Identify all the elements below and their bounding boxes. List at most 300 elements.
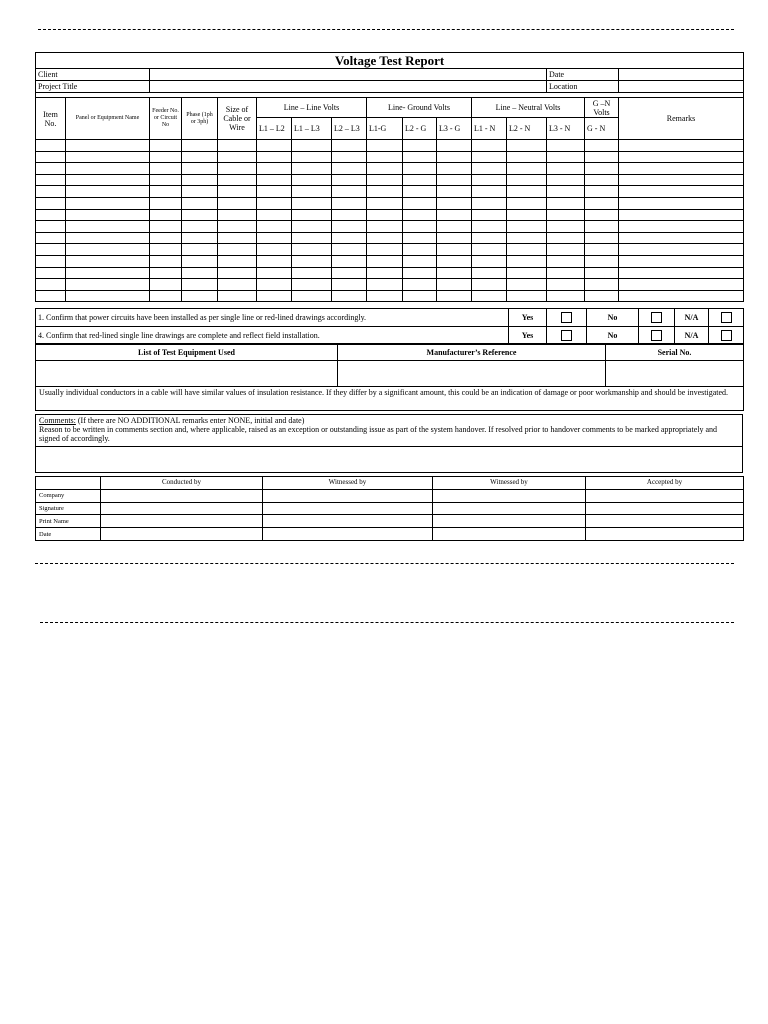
table-cell[interactable] — [585, 244, 619, 256]
table-cell[interactable] — [182, 209, 218, 221]
table-cell[interactable] — [182, 255, 218, 267]
table-cell[interactable] — [150, 209, 182, 221]
table-cell[interactable] — [472, 140, 507, 152]
table-cell[interactable] — [36, 267, 66, 279]
col-l1-n: L1 - N — [472, 118, 507, 140]
table-cell[interactable] — [547, 232, 585, 244]
table-cell[interactable] — [292, 232, 332, 244]
signoff-field[interactable] — [433, 502, 586, 515]
table-cell[interactable] — [507, 244, 547, 256]
table-cell[interactable] — [150, 140, 182, 152]
table-cell[interactable] — [547, 267, 585, 279]
table-cell[interactable] — [437, 209, 472, 221]
table-cell[interactable] — [403, 221, 437, 233]
table-cell[interactable] — [619, 151, 744, 163]
table-cell[interactable] — [182, 174, 218, 186]
table-cell[interactable] — [332, 221, 367, 233]
signoff-field[interactable] — [586, 502, 744, 515]
table-cell[interactable] — [507, 279, 547, 291]
date-field[interactable] — [619, 69, 744, 81]
table-cell[interactable] — [437, 290, 472, 302]
na-checkbox[interactable] — [721, 312, 732, 323]
table-cell[interactable] — [332, 140, 367, 152]
table-cell[interactable] — [150, 232, 182, 244]
table-cell[interactable] — [547, 244, 585, 256]
table-cell[interactable] — [36, 163, 66, 175]
table-cell[interactable] — [437, 279, 472, 291]
witnessed-by-header: Witnessed by — [263, 477, 433, 490]
table-cell[interactable] — [182, 267, 218, 279]
table-cell[interactable] — [507, 209, 547, 221]
table-cell[interactable] — [218, 197, 257, 209]
table-cell[interactable] — [472, 151, 507, 163]
yes-checkbox[interactable] — [561, 330, 572, 341]
table-cell[interactable] — [66, 140, 150, 152]
table-cell[interactable] — [292, 255, 332, 267]
table-cell[interactable] — [257, 174, 292, 186]
table-cell[interactable] — [150, 197, 182, 209]
comments-table — [35, 414, 743, 473]
col-l3-g: L3 - G — [437, 118, 472, 140]
na-label: N/A — [675, 309, 709, 327]
equipment-table — [35, 343, 744, 411]
table-cell[interactable] — [367, 267, 403, 279]
table-cell[interactable] — [150, 221, 182, 233]
table-cell[interactable] — [437, 140, 472, 152]
table-cell[interactable] — [367, 140, 403, 152]
confirmation-row — [36, 309, 744, 327]
table-cell[interactable] — [257, 163, 292, 175]
table-cell[interactable] — [36, 174, 66, 186]
table-cell[interactable] — [292, 290, 332, 302]
table-cell[interactable] — [66, 279, 150, 291]
table-cell[interactable] — [403, 255, 437, 267]
table-row — [36, 279, 744, 291]
voltage-test-table — [35, 52, 744, 302]
table-cell[interactable] — [367, 221, 403, 233]
no-checkbox[interactable] — [651, 312, 662, 323]
table-cell[interactable] — [257, 244, 292, 256]
table-cell[interactable] — [403, 232, 437, 244]
table-cell[interactable] — [437, 232, 472, 244]
table-cell[interactable] — [332, 244, 367, 256]
table-cell[interactable] — [332, 174, 367, 186]
table-cell[interactable] — [36, 279, 66, 291]
table-cell[interactable] — [182, 290, 218, 302]
table-cell[interactable] — [257, 279, 292, 291]
table-cell[interactable] — [472, 255, 507, 267]
table-cell[interactable] — [36, 209, 66, 221]
table-cell[interactable] — [547, 290, 585, 302]
table-cell[interactable] — [367, 209, 403, 221]
table-cell[interactable] — [403, 140, 437, 152]
col-l1-g: L1-G — [367, 118, 403, 140]
table-cell[interactable] — [150, 186, 182, 198]
signoff-field[interactable] — [433, 489, 586, 502]
confirmation-text: 1. Confirm that power circuits have been installed as per single line or red-lined drawings accordingly. — [36, 309, 509, 327]
table-cell[interactable] — [292, 267, 332, 279]
table-cell[interactable] — [36, 151, 66, 163]
table-cell[interactable] — [585, 151, 619, 163]
table-cell[interactable] — [403, 197, 437, 209]
table-row — [36, 140, 744, 152]
table-cell[interactable] — [507, 140, 547, 152]
confirmation-table — [35, 308, 744, 345]
signoff-field[interactable] — [586, 489, 744, 502]
no-label: No — [587, 327, 639, 345]
table-cell[interactable] — [619, 290, 744, 302]
table-cell[interactable] — [66, 163, 150, 175]
table-cell[interactable] — [472, 209, 507, 221]
table-row — [36, 255, 744, 267]
table-cell[interactable] — [332, 163, 367, 175]
table-cell[interactable] — [66, 197, 150, 209]
table-cell[interactable] — [367, 186, 403, 198]
table-cell[interactable] — [292, 197, 332, 209]
table-cell[interactable] — [547, 255, 585, 267]
table-cell[interactable] — [150, 255, 182, 267]
table-cell[interactable] — [182, 221, 218, 233]
table-cell[interactable] — [257, 140, 292, 152]
signoff-field[interactable] — [263, 489, 433, 502]
table-cell[interactable] — [292, 163, 332, 175]
col-l2-g: L2 - G — [403, 118, 437, 140]
table-cell[interactable] — [437, 244, 472, 256]
table-cell[interactable] — [619, 221, 744, 233]
table-cell[interactable] — [472, 174, 507, 186]
signoff-field[interactable] — [101, 489, 263, 502]
project-title-field[interactable] — [150, 81, 547, 93]
table-cell[interactable] — [218, 290, 257, 302]
table-cell[interactable] — [367, 279, 403, 291]
table-cell[interactable] — [507, 232, 547, 244]
table-cell[interactable] — [150, 151, 182, 163]
table-cell[interactable] — [36, 232, 66, 244]
table-cell[interactable] — [182, 151, 218, 163]
table-cell[interactable] — [403, 186, 437, 198]
table-cell[interactable] — [182, 279, 218, 291]
yes-checkbox[interactable] — [561, 312, 572, 323]
table-cell[interactable] — [403, 290, 437, 302]
table-cell[interactable] — [585, 232, 619, 244]
table-cell[interactable] — [150, 290, 182, 302]
na-label: N/A — [675, 327, 709, 345]
table-cell[interactable] — [36, 221, 66, 233]
col-panel-name: Panel or Equipment Name — [66, 98, 150, 140]
table-cell[interactable] — [507, 197, 547, 209]
table-cell[interactable] — [36, 244, 66, 256]
serial-no-header: Serial No. — [606, 344, 744, 361]
table-cell[interactable] — [367, 151, 403, 163]
no-checkbox[interactable] — [651, 330, 662, 341]
table-cell[interactable] — [472, 197, 507, 209]
table-cell[interactable] — [218, 186, 257, 198]
table-cell[interactable] — [585, 140, 619, 152]
table-cell[interactable] — [218, 221, 257, 233]
table-cell[interactable] — [367, 163, 403, 175]
table-cell[interactable] — [619, 244, 744, 256]
table-cell[interactable] — [585, 174, 619, 186]
table-cell[interactable] — [619, 174, 744, 186]
table-cell[interactable] — [472, 163, 507, 175]
table-cell[interactable] — [367, 174, 403, 186]
table-cell[interactable] — [66, 151, 150, 163]
table-cell[interactable] — [403, 174, 437, 186]
col-item-no: Item No. — [36, 98, 66, 140]
table-row — [36, 244, 744, 256]
table-cell[interactable] — [257, 151, 292, 163]
table-cell[interactable] — [292, 151, 332, 163]
table-cell[interactable] — [182, 186, 218, 198]
data-rows — [36, 140, 744, 302]
table-cell[interactable] — [585, 209, 619, 221]
table-cell[interactable] — [403, 163, 437, 175]
table-cell[interactable] — [507, 174, 547, 186]
col-l2-l3: L2 – L3 — [332, 118, 367, 140]
col-line-ground-volts: Line- Ground Volts — [367, 98, 472, 118]
table-cell[interactable] — [332, 290, 367, 302]
table-cell[interactable] — [218, 267, 257, 279]
table-row — [36, 232, 744, 244]
comments-body: Reason to be written in comments section and, where applicable, raised as an exception or outstanding issue as part of the system handover. If resolved prior to handover comments to be marked appropriately and signed of accordingly. — [39, 425, 718, 443]
table-cell[interactable] — [437, 267, 472, 279]
table-cell[interactable] — [547, 163, 585, 175]
table-cell[interactable] — [292, 140, 332, 152]
table-cell[interactable] — [257, 255, 292, 267]
table-cell[interactable] — [619, 186, 744, 198]
table-cell[interactable] — [257, 186, 292, 198]
serial-no-field[interactable] — [606, 361, 744, 387]
table-cell[interactable] — [507, 290, 547, 302]
table-cell[interactable] — [472, 267, 507, 279]
table-cell[interactable] — [66, 290, 150, 302]
table-cell[interactable] — [437, 163, 472, 175]
table-cell[interactable] — [619, 279, 744, 291]
table-cell[interactable] — [332, 279, 367, 291]
table-cell[interactable] — [437, 174, 472, 186]
table-cell[interactable] — [332, 255, 367, 267]
col-l1-l2: L1 – L2 — [257, 118, 292, 140]
table-cell[interactable] — [619, 140, 744, 152]
table-cell[interactable] — [472, 244, 507, 256]
table-cell[interactable] — [367, 255, 403, 267]
table-cell[interactable] — [547, 151, 585, 163]
table-cell[interactable] — [66, 267, 150, 279]
table-cell[interactable] — [66, 209, 150, 221]
table-cell[interactable] — [150, 244, 182, 256]
table-cell[interactable] — [36, 197, 66, 209]
table-cell[interactable] — [585, 290, 619, 302]
table-cell[interactable] — [403, 209, 437, 221]
table-cell[interactable] — [437, 221, 472, 233]
table-cell[interactable] — [403, 267, 437, 279]
table-cell[interactable] — [547, 197, 585, 209]
signoff-field[interactable] — [101, 502, 263, 515]
signoff-table — [35, 476, 744, 541]
equipment-list-field[interactable] — [36, 361, 338, 387]
table-cell[interactable] — [367, 244, 403, 256]
table-cell[interactable] — [66, 174, 150, 186]
table-cell[interactable] — [403, 279, 437, 291]
comments-instructions — [36, 415, 743, 447]
no-label: No — [587, 309, 639, 327]
location-label: Location — [547, 81, 619, 93]
signoff-field[interactable] — [101, 528, 263, 541]
table-cell[interactable] — [437, 151, 472, 163]
table-cell[interactable] — [332, 232, 367, 244]
table-cell[interactable] — [507, 267, 547, 279]
table-row — [36, 290, 744, 302]
signoff-field[interactable] — [586, 528, 744, 541]
table-cell[interactable] — [507, 151, 547, 163]
manufacturer-reference-field[interactable] — [338, 361, 606, 387]
table-cell[interactable] — [437, 255, 472, 267]
table-cell[interactable] — [218, 255, 257, 267]
table-cell[interactable] — [66, 221, 150, 233]
table-cell[interactable] — [547, 209, 585, 221]
table-cell[interactable] — [332, 209, 367, 221]
comments-label: Comments: — [39, 416, 76, 425]
table-cell[interactable] — [619, 209, 744, 221]
table-cell[interactable] — [472, 290, 507, 302]
table-cell[interactable] — [292, 174, 332, 186]
table-cell[interactable] — [403, 244, 437, 256]
table-cell[interactable] — [332, 197, 367, 209]
table-cell[interactable] — [292, 279, 332, 291]
table-cell[interactable] — [472, 232, 507, 244]
witnessed-by-header: Witnessed by — [433, 477, 586, 490]
table-cell[interactable] — [437, 197, 472, 209]
table-cell[interactable] — [585, 255, 619, 267]
table-cell[interactable] — [36, 255, 66, 267]
col-line-neutral-volts: Line – Neutral Volts — [472, 98, 585, 118]
table-cell[interactable] — [218, 140, 257, 152]
table-cell[interactable] — [507, 255, 547, 267]
table-cell[interactable] — [585, 279, 619, 291]
table-cell[interactable] — [150, 163, 182, 175]
table-cell[interactable] — [585, 197, 619, 209]
table-cell[interactable] — [182, 197, 218, 209]
table-cell[interactable] — [66, 186, 150, 198]
signoff-field[interactable] — [263, 515, 433, 528]
table-cell[interactable] — [472, 186, 507, 198]
table-cell[interactable] — [218, 244, 257, 256]
table-cell[interactable] — [585, 163, 619, 175]
table-cell[interactable] — [66, 255, 150, 267]
table-cell[interactable] — [36, 290, 66, 302]
table-cell[interactable] — [292, 209, 332, 221]
client-label: Client — [36, 69, 150, 81]
table-cell[interactable] — [257, 290, 292, 302]
table-cell[interactable] — [182, 140, 218, 152]
table-cell[interactable] — [257, 197, 292, 209]
table-cell[interactable] — [403, 151, 437, 163]
signoff-field[interactable] — [263, 528, 433, 541]
confirmation-text: 4. Confirm that red-lined single line drawings are complete and reflect field installation. — [36, 327, 509, 345]
table-cell[interactable] — [257, 232, 292, 244]
table-cell[interactable] — [547, 186, 585, 198]
table-cell[interactable] — [507, 221, 547, 233]
table-cell[interactable] — [619, 255, 744, 267]
signoff-field[interactable] — [263, 502, 433, 515]
table-cell[interactable] — [547, 140, 585, 152]
table-cell[interactable] — [585, 267, 619, 279]
table-cell[interactable] — [66, 232, 150, 244]
report-title: Voltage Test Report — [36, 53, 744, 69]
table-cell[interactable] — [36, 186, 66, 198]
accepted-by-header: Accepted by — [586, 477, 744, 490]
table-cell[interactable] — [619, 163, 744, 175]
middle-separator — [35, 563, 734, 564]
client-field[interactable] — [150, 69, 547, 81]
table-cell[interactable] — [292, 221, 332, 233]
table-cell[interactable] — [367, 290, 403, 302]
table-cell[interactable] — [150, 174, 182, 186]
table-cell[interactable] — [182, 163, 218, 175]
table-cell[interactable] — [547, 174, 585, 186]
table-cell[interactable] — [292, 244, 332, 256]
table-cell[interactable] — [218, 209, 257, 221]
table-cell[interactable] — [218, 279, 257, 291]
table-cell[interactable] — [619, 267, 744, 279]
table-cell[interactable] — [472, 221, 507, 233]
table-cell[interactable] — [218, 174, 257, 186]
table-cell[interactable] — [182, 244, 218, 256]
signoff-field[interactable] — [586, 515, 744, 528]
table-cell[interactable] — [619, 197, 744, 209]
table-cell[interactable] — [437, 186, 472, 198]
table-cell[interactable] — [367, 232, 403, 244]
date-label: Date — [36, 528, 101, 541]
table-cell[interactable] — [257, 209, 292, 221]
table-cell[interactable] — [257, 267, 292, 279]
signoff-field[interactable] — [433, 515, 586, 528]
table-cell[interactable] — [472, 279, 507, 291]
insulation-note: Usually individual conductors in a cable will have similar values of insulation resistance. If they differ by a significant amount, this could be an indication of damage or poor workmanship and should be investigated. — [36, 387, 744, 411]
table-cell[interactable] — [585, 221, 619, 233]
table-cell[interactable] — [218, 232, 257, 244]
table-cell[interactable] — [257, 221, 292, 233]
table-cell[interactable] — [367, 197, 403, 209]
table-cell[interactable] — [218, 163, 257, 175]
signoff-field[interactable] — [433, 528, 586, 541]
table-cell[interactable] — [66, 244, 150, 256]
table-cell[interactable] — [619, 232, 744, 244]
table-cell[interactable] — [332, 186, 367, 198]
table-row — [36, 174, 744, 186]
table-cell[interactable] — [547, 221, 585, 233]
na-checkbox[interactable] — [721, 330, 732, 341]
table-cell[interactable] — [507, 163, 547, 175]
signoff-field[interactable] — [101, 515, 263, 528]
table-row — [36, 163, 744, 175]
table-cell[interactable] — [332, 267, 367, 279]
comments-field[interactable] — [36, 447, 743, 473]
table-cell[interactable] — [36, 140, 66, 152]
table-cell[interactable] — [547, 279, 585, 291]
table-cell[interactable] — [218, 151, 257, 163]
table-cell[interactable] — [507, 186, 547, 198]
table-cell[interactable] — [182, 232, 218, 244]
table-cell[interactable] — [585, 186, 619, 198]
conducted-by-header: Conducted by — [101, 477, 263, 490]
table-cell[interactable] — [292, 186, 332, 198]
location-field[interactable] — [619, 81, 744, 93]
col-l1-l3: L1 – L3 — [292, 118, 332, 140]
table-cell[interactable] — [332, 151, 367, 163]
table-cell[interactable] — [150, 279, 182, 291]
table-cell[interactable] — [150, 267, 182, 279]
